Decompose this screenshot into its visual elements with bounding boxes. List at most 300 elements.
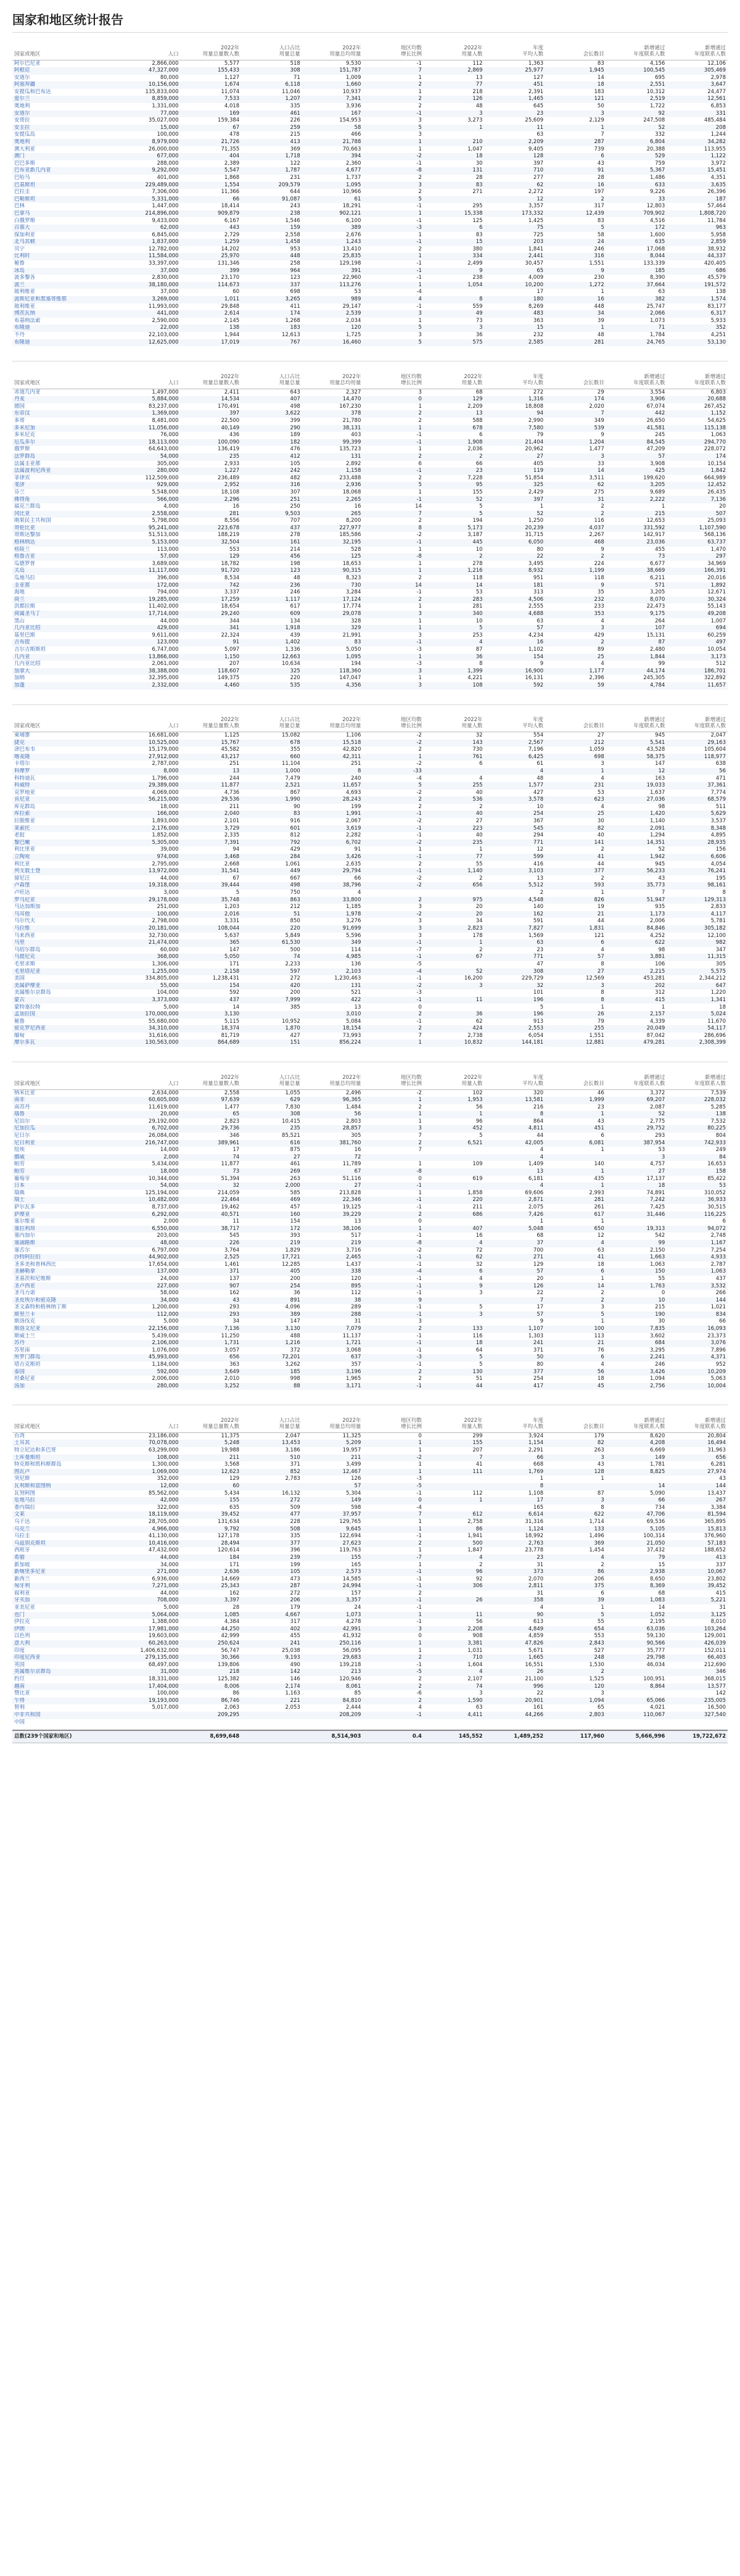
country-name-cell[interactable]: 黑山 <box>14 617 25 624</box>
country-name-cell[interactable]: 哥伦比亚 <box>12 525 120 532</box>
country-name-cell[interactable]: 新喀里多尼亚 <box>12 1569 120 1576</box>
country-name-cell[interactable]: 利比里亚 <box>14 846 36 853</box>
value-cell: 57 <box>545 954 606 961</box>
value-cell: 1,829 <box>285 1247 300 1253</box>
country-name-cell[interactable]: 安哥拉 <box>14 117 30 124</box>
country-name-cell[interactable]: 美属维尔京群岛 <box>14 989 51 996</box>
value-cell: 6 <box>601 1133 604 1139</box>
country-name-cell[interactable]: 拉脱维亚 <box>14 818 36 825</box>
value-cell: 18,654 <box>221 603 240 610</box>
country-name-cell[interactable]: 土库曼斯坦 <box>12 1455 120 1462</box>
country-name-cell[interactable]: 俄罗斯 <box>14 446 30 453</box>
country-name-cell[interactable]: 苏里南 <box>14 1347 30 1353</box>
country-name-cell[interactable]: 留尼汪 <box>14 875 30 881</box>
country-name-cell[interactable]: 爱尔兰 <box>12 96 120 103</box>
country-name-cell[interactable]: 斯洛文尼亚 <box>12 1326 120 1333</box>
country-name-cell[interactable]: 罗马尼亚 <box>12 897 120 904</box>
country-name-cell[interactable]: 巴拿马 <box>12 210 120 218</box>
country-name-cell[interactable]: 冰岛 <box>12 268 120 275</box>
country-name-cell[interactable]: 乌克兰 <box>12 1526 120 1534</box>
value-cell: 5 <box>363 782 424 790</box>
country-name-cell[interactable]: 福克兰群岛 <box>14 503 41 510</box>
country-name-cell[interactable]: 多哥 <box>14 417 25 424</box>
country-name-cell[interactable]: 以色列 <box>14 1633 30 1640</box>
country-name-cell[interactable]: 荷属圣马丁 <box>12 611 120 618</box>
country-name-cell[interactable]: 贝宁 <box>14 246 25 252</box>
country-name-cell[interactable]: 津巴布韦 <box>14 746 36 753</box>
country-name-cell[interactable]: 美属萨摩亚 <box>12 983 120 990</box>
country-name-cell[interactable]: 吉布提 <box>12 639 120 646</box>
value-cell: -2 <box>416 1247 422 1253</box>
country-name-cell[interactable]: 博茨瓦纳 <box>12 310 120 318</box>
country-name-cell[interactable]: 蒙特塞拉特 <box>14 1004 41 1010</box>
value-cell: 174 <box>667 453 728 461</box>
value-cell: -1 <box>416 1575 422 1582</box>
country-name-cell[interactable]: 巴哈马 <box>14 174 30 181</box>
country-name-cell[interactable]: 乌兹别克斯坦 <box>12 1540 120 1548</box>
country-name-cell[interactable]: 巴拉圭 <box>14 189 30 196</box>
country-name-cell[interactable]: 尼日利亚 <box>12 1140 120 1147</box>
country-name-cell[interactable]: 马里 <box>12 939 120 947</box>
value-cell <box>606 1719 667 1727</box>
country-name-cell[interactable]: 巴勒斯坦 <box>12 196 120 204</box>
country-name-cell[interactable]: 科威特 <box>12 782 120 790</box>
value-cell: 297 <box>667 553 728 561</box>
country-name-cell[interactable]: 帕劳 <box>14 1161 25 1168</box>
table-row <box>12 160 728 168</box>
value-cell: 45,582 <box>221 746 240 753</box>
value-cell: -1 <box>416 203 422 210</box>
country-name-cell[interactable]: 斐济 <box>12 482 120 489</box>
country-name-cell[interactable]: 瑙鲁 <box>12 1111 120 1118</box>
country-name-cell[interactable]: 澳门 <box>12 153 120 160</box>
country-name-cell[interactable]: 马提尼克 <box>12 954 120 961</box>
country-name-cell[interactable]: 格陵兰 <box>14 546 30 553</box>
country-name-cell[interactable]: 葡萄牙 <box>14 1175 30 1182</box>
value-cell: 3,000 <box>163 890 179 896</box>
country-name-cell[interactable]: 喀麦隆 <box>12 754 120 761</box>
country-name-cell[interactable]: 关岛 <box>12 568 120 575</box>
country-name-cell[interactable]: 老挝 <box>14 832 25 839</box>
country-name-cell[interactable]: 波兰 <box>12 282 120 289</box>
value-cell: 294 <box>533 832 544 839</box>
value-cell: 6 <box>545 1354 606 1361</box>
table-row <box>12 75 728 82</box>
value-cell: 39 <box>545 1597 606 1604</box>
country-name-cell[interactable]: 智利 <box>14 1704 25 1711</box>
country-name-cell[interactable]: 牙买加 <box>12 1597 120 1604</box>
country-name-cell[interactable]: 芬兰 <box>14 489 25 495</box>
value-cell: 1,941 <box>467 1533 483 1540</box>
country-name-cell[interactable]: 阿尔巴尼亚 <box>14 60 41 67</box>
country-name-cell[interactable]: 秘鲁 <box>14 1018 25 1025</box>
country-name-cell[interactable]: 库克群岛 <box>14 803 36 810</box>
country-name-cell[interactable]: 北马其顿 <box>12 239 120 246</box>
country-name-cell[interactable]: 马拉维 <box>12 925 120 933</box>
country-name-cell[interactable]: 纽埃 <box>14 1147 25 1154</box>
country-name-cell[interactable]: 圣多美和普林西比 <box>14 1261 57 1268</box>
country-name-cell[interactable]: 澳大利亚 <box>14 146 36 152</box>
country-name-cell[interactable]: 缅甸 <box>14 1032 25 1039</box>
country-name-cell[interactable]: 卢旺达 <box>14 890 30 896</box>
country-name-cell[interactable]: 东帝汶 <box>12 410 120 418</box>
value-cell: 14,351 <box>606 840 667 847</box>
country-name-cell[interactable]: 瓦努阿图 <box>14 1490 36 1496</box>
country-name-cell[interactable]: 南非 <box>12 1097 120 1104</box>
country-name-cell[interactable]: 伊朗 <box>12 1626 120 1633</box>
country-name-cell[interactable]: 安提瓜和巴布达 <box>14 88 51 95</box>
country-name-cell[interactable]: 列支敦士登 <box>12 868 120 875</box>
value-cell: 322,000 <box>157 1504 179 1511</box>
value-cell: 75 <box>485 225 546 232</box>
country-name-cell[interactable]: 赤道几内亚 <box>14 389 41 395</box>
country-name-cell[interactable]: 斯威士兰 <box>14 1332 36 1339</box>
value-cell: 6,550,000 <box>120 1226 181 1233</box>
country-name-cell[interactable]: 圣赫勒拿 <box>12 1268 120 1276</box>
value-cell: 11,117,000 <box>120 568 181 575</box>
value-cell: 2,634,000 <box>152 1089 179 1096</box>
country-name-cell[interactable]: 巴林 <box>14 203 25 210</box>
country-name-cell[interactable]: 法罗群岛 <box>12 453 120 461</box>
value-cell: 393 <box>290 1232 300 1239</box>
country-name-cell[interactable]: 圣皮埃尔和密克隆 <box>12 1297 120 1305</box>
country-name-cell[interactable]: 黎巴嫩 <box>12 840 120 847</box>
table-row <box>12 1719 728 1727</box>
country-name-cell[interactable]: 马尔代夫 <box>14 918 36 925</box>
value-cell: 253 <box>472 632 483 638</box>
country-name-cell[interactable]: 布隆迪 <box>12 339 120 347</box>
country-name-cell[interactable]: 毛里求斯 <box>14 960 36 967</box>
value-cell: 7,136 <box>667 496 728 503</box>
country-name-cell[interactable]: 几内亚比绍 <box>14 661 41 667</box>
country-name-cell[interactable]: 瓜地马拉 <box>14 575 36 582</box>
country-name-cell[interactable]: 美国 <box>14 975 25 982</box>
value-cell: 230 <box>594 275 604 281</box>
country-name-cell[interactable]: 格林纳达 <box>12 539 120 547</box>
country-name-cell[interactable]: 基里巴斯 <box>14 632 36 638</box>
country-name-cell[interactable]: 中国 <box>14 1719 25 1725</box>
country-name-cell[interactable]: 伊拉克 <box>14 1619 30 1625</box>
country-name-cell[interactable]: 文莱 <box>12 1511 120 1519</box>
value-cell: 2,327 <box>346 389 361 395</box>
country-name-cell[interactable]: 南苏丹 <box>14 1104 30 1110</box>
value-cell: 23 <box>536 946 544 953</box>
country-name-cell[interactable]: 塔吉克斯坦 <box>14 1361 41 1368</box>
country-name-cell[interactable]: 瑞典 <box>14 1189 25 1196</box>
value-cell: 26,396 <box>707 189 726 196</box>
table-row <box>12 1361 728 1369</box>
country-name-cell[interactable]: 卡塔尔 <box>14 761 30 767</box>
country-name-cell[interactable]: 利比亚 <box>14 861 30 867</box>
country-name-cell[interactable]: 德国 <box>14 403 25 410</box>
country-name-cell[interactable]: 也门 <box>12 1612 120 1619</box>
country-name-cell[interactable]: 塞拉利昂 <box>12 1226 120 1233</box>
country-name-cell[interactable]: 加拿大 <box>12 668 120 675</box>
value-cell: 22,960 <box>342 275 361 281</box>
country-name-cell[interactable]: 不丹 <box>14 332 25 339</box>
country-name-cell[interactable]: 圭亚那 <box>12 582 120 590</box>
country-name-cell[interactable]: 尼日尔 <box>14 1133 30 1139</box>
country-name-cell[interactable]: 帕劳 <box>12 1168 120 1176</box>
country-name-cell[interactable]: 巴巴多斯 <box>14 160 36 167</box>
country-name-cell[interactable]: 台湾 <box>14 1432 25 1439</box>
country-name-cell[interactable]: 尼加拉瓜 <box>12 1125 120 1133</box>
value-cell: 1,852,000 <box>152 832 179 839</box>
country-name-cell[interactable]: 亚美尼亚 <box>14 1604 36 1611</box>
table-row <box>12 1039 728 1047</box>
country-name-cell[interactable]: 佛得角 <box>12 496 120 503</box>
country-name-cell[interactable]: 瑞士 <box>12 1197 120 1204</box>
value-cell: 271 <box>485 1254 546 1261</box>
value-cell: 668 <box>533 1461 544 1468</box>
country-name-cell[interactable]: 新西兰 <box>14 1575 30 1582</box>
country-name-cell[interactable]: 厄瓜多尔 <box>12 439 120 447</box>
column-header: 国家或地区 <box>12 36 120 60</box>
country-name-cell[interactable]: 菲律宾 <box>14 474 30 481</box>
country-name-cell[interactable]: 肯尼亚 <box>12 796 120 804</box>
table-row <box>12 1318 728 1326</box>
country-name-cell[interactable]: 安道尔 <box>14 74 30 81</box>
value-cell: 51 <box>241 911 302 919</box>
table-row <box>12 1376 728 1383</box>
country-name-cell[interactable]: 加蓬 <box>12 682 120 690</box>
country-name-cell[interactable]: 几内亚 <box>12 654 120 661</box>
country-name-cell[interactable]: 瓜德罗普 <box>14 560 36 567</box>
country-name-cell[interactable]: 波多黎各 <box>14 275 36 281</box>
country-name-cell[interactable]: 圣基茨和尼维斯 <box>14 1275 51 1282</box>
country-name-cell[interactable]: 荷兰 <box>12 597 120 604</box>
country-name-cell[interactable]: 布基纳法索 <box>14 317 41 324</box>
country-name-cell[interactable]: 毛里塔尼亚 <box>12 968 120 976</box>
country-name-cell[interactable]: 蒙古 <box>12 997 120 1004</box>
value-cell: 19,988 <box>221 1447 240 1454</box>
country-name-cell[interactable]: 法属波利尼西亚 <box>12 468 120 475</box>
country-name-cell[interactable]: 冈比亚 <box>12 511 120 518</box>
country-name-cell[interactable]: 斯洛伐克 <box>14 1318 36 1325</box>
country-name-cell[interactable]: 柬埔寨 <box>14 732 30 738</box>
value-cell: 119,763 <box>339 1547 361 1554</box>
country-name-cell[interactable]: 几内亚比绍 <box>12 625 120 632</box>
country-name-cell[interactable]: 格鲁吉亚 <box>12 553 120 561</box>
country-name-cell[interactable]: 圣文森特和格林纳丁斯 <box>14 1304 67 1311</box>
value-cell: 1,167 <box>667 1240 728 1247</box>
value-cell: 7,271,000 <box>120 1583 181 1590</box>
value-cell: 100,000 <box>120 911 181 919</box>
country-name-cell[interactable]: 圣卢西亚 <box>12 1282 120 1290</box>
country-name-cell[interactable]: 库拉索 <box>12 811 120 818</box>
country-name-cell[interactable]: 中非共和国 <box>12 1712 120 1719</box>
value-cell: 1,341 <box>667 997 728 1004</box>
country-name-cell[interactable]: 苏丹 <box>12 1340 120 1347</box>
country-name-cell[interactable]: 希腊 <box>12 1554 120 1562</box>
country-name-cell[interactable]: 突尼斯 <box>14 1476 30 1482</box>
table-row <box>12 468 728 475</box>
value-cell: 63 <box>658 289 665 295</box>
country-name-cell[interactable]: 白俄罗斯 <box>14 217 36 224</box>
country-name-cell[interactable]: 玻利维亚 <box>14 303 36 310</box>
country-name-cell[interactable]: 马耳他 <box>12 911 120 919</box>
country-name-cell[interactable]: 英属维尔京群岛 <box>12 1669 120 1676</box>
country-name-cell[interactable]: 英国 <box>14 1661 25 1668</box>
country-name-cell[interactable]: 塞浦路斯 <box>12 1240 120 1247</box>
value-cell: 254 <box>533 1376 544 1382</box>
value-cell: 6 <box>479 432 483 439</box>
country-name-cell[interactable]: 哥斯达黎加 <box>14 532 41 539</box>
country-name-cell[interactable]: 沙特阿拉伯 <box>12 1254 120 1261</box>
country-name-cell[interactable]: 奥地利 <box>12 139 120 146</box>
country-name-cell[interactable]: 捷克 <box>12 740 120 747</box>
value-cell: 39,452 <box>181 1511 242 1519</box>
country-name-cell[interactable]: 比利时 <box>12 253 120 260</box>
country-name-cell[interactable]: 刚果民主共和国 <box>14 518 51 524</box>
country-name-cell[interactable]: 土耳其 <box>12 1440 120 1447</box>
country-name-cell[interactable]: 叙利亚 <box>14 1590 30 1596</box>
country-name-cell[interactable]: 新加坡 <box>14 1561 30 1568</box>
country-name-cell[interactable]: 马绍尔群岛 <box>14 946 41 953</box>
value-cell: 3,130 <box>241 1326 302 1333</box>
value-cell: 1 <box>363 1526 424 1534</box>
country-name-cell[interactable]: 泰国 <box>12 1369 120 1376</box>
value-cell: 6,054 <box>528 1032 544 1039</box>
country-name-cell[interactable]: 科摩罗 <box>12 768 120 775</box>
country-name-cell[interactable]: 百慕大 <box>12 225 120 232</box>
country-name-cell[interactable]: 特克斯和凯科斯群岛 <box>14 1461 62 1468</box>
value-cell: 31,541 <box>181 868 242 875</box>
value-cell: 79 <box>606 1554 667 1562</box>
value-cell: 1,294 <box>650 832 665 839</box>
country-name-cell[interactable]: 安圭拉 <box>12 125 120 132</box>
value-cell: 77,000 <box>120 110 181 118</box>
country-name-cell[interactable]: 塞尔维亚 <box>14 1218 36 1225</box>
value-cell: 251 <box>241 496 302 503</box>
value-cell: 100,090 <box>181 439 242 447</box>
country-name-cell[interactable]: 西班牙 <box>14 1547 30 1554</box>
country-name-cell[interactable]: 印度 <box>14 1647 25 1654</box>
value-cell: 9,193 <box>241 1654 302 1662</box>
country-name-cell[interactable]: 危地马拉 <box>12 1497 120 1505</box>
value-cell: 21,474,000 <box>120 939 181 947</box>
value-cell: 11,657 <box>302 782 363 790</box>
country-name-cell[interactable]: 巴基斯坦 <box>12 182 120 189</box>
value-cell: 157 <box>351 1590 361 1596</box>
value-cell: 542 <box>655 1232 665 1239</box>
country-name-cell[interactable]: 圣马力诺 <box>14 1290 36 1297</box>
country-name-cell[interactable]: 挪威 <box>12 1154 120 1162</box>
country-name-cell[interactable]: 卢森堡 <box>12 882 120 890</box>
country-name-cell[interactable]: 立陶宛 <box>12 854 120 861</box>
country-name-cell[interactable]: 印度尼西亚 <box>12 1654 120 1662</box>
country-name-cell[interactable]: 科特迪瓦 <box>14 775 36 782</box>
value-cell: 37,432 <box>646 1547 665 1554</box>
country-name-cell[interactable]: 委内瑞拉 <box>14 1504 36 1511</box>
value-cell: 80,225 <box>667 1125 728 1133</box>
column-header: 2022年 用量人数 <box>424 1066 485 1089</box>
value-cell: 96 <box>424 1569 485 1576</box>
value-cell: 867 <box>290 789 300 796</box>
value-cell: 41,581 <box>606 425 667 432</box>
country-name-cell[interactable]: 洪都拉斯 <box>14 603 36 610</box>
country-name-cell[interactable]: 斯里兰卡 <box>12 1311 120 1319</box>
country-name-cell[interactable]: 保加利亚 <box>14 231 36 238</box>
country-name-cell[interactable]: 法属圭亚那 <box>14 460 41 467</box>
country-name-cell[interactable]: 吉尔吉斯斯坦 <box>14 646 46 653</box>
country-name-cell[interactable]: 阿根廷 <box>12 67 120 75</box>
value-cell: 1,722 <box>650 103 665 110</box>
country-name-cell[interactable]: 海地 <box>14 589 25 596</box>
country-name-cell[interactable]: 坦桑尼亚 <box>14 1376 36 1382</box>
value-cell: 48,000 <box>120 1240 181 1247</box>
country-name-cell[interactable]: 纳米比亚 <box>14 1089 36 1096</box>
value-cell: 33 <box>606 196 667 204</box>
value-cell: 2,558 <box>285 231 300 238</box>
country-name-cell[interactable]: 萨尔瓦多 <box>14 1203 36 1210</box>
value-cell: 16,093 <box>667 1326 728 1333</box>
value-cell: 6,845,000 <box>152 231 179 238</box>
country-name-cell[interactable]: 汤加 <box>12 1383 120 1390</box>
country-name-cell[interactable]: 巴布亚新几内亚 <box>12 167 120 175</box>
country-name-cell[interactable]: 匈牙利 <box>12 1583 120 1590</box>
country-name-cell[interactable]: 马达加斯加 <box>14 904 41 910</box>
value-cell: 7,136 <box>181 1326 242 1333</box>
value-cell: 466 <box>351 131 361 138</box>
value-cell: -1 <box>363 496 424 503</box>
value-cell: 88 <box>241 1383 302 1390</box>
country-name-cell[interactable]: 萨摩亚 <box>12 1212 120 1219</box>
country-name-cell[interactable]: 塞内加尔 <box>14 1232 36 1239</box>
country-name-cell[interactable]: 玻利维亚 <box>14 289 36 295</box>
country-name-cell[interactable]: 安道尔 <box>12 110 120 118</box>
country-name-cell[interactable]: 多米尼克 <box>14 432 36 439</box>
value-cell: 48 <box>293 575 300 582</box>
country-name-cell[interactable]: 莱索托 <box>12 825 120 833</box>
country-name-cell[interactable]: 尼泊尔 <box>14 1118 30 1125</box>
country-name-cell[interactable]: 瓦利斯和富图纳 <box>12 1483 120 1490</box>
country-name-cell[interactable]: 波斯尼亚和黑塞哥维那 <box>12 296 120 303</box>
country-name-cell[interactable]: 图瓦卢 <box>12 1469 120 1476</box>
country-name-cell[interactable]: 塞舌尔 <box>14 1247 30 1253</box>
country-name-cell[interactable]: 约旦 <box>14 1676 25 1683</box>
value-cell: 54,625 <box>707 417 726 424</box>
table-row <box>12 1004 728 1011</box>
country-name-cell[interactable]: 乍得 <box>12 1698 120 1705</box>
country-name-cell[interactable]: 布隆迪 <box>12 324 120 332</box>
country-name-cell[interactable]: 摩尔多瓦 <box>12 1039 120 1047</box>
country-name-cell[interactable]: 克罗地亚 <box>14 789 36 796</box>
country-name-cell[interactable]: 意大利 <box>12 1640 120 1648</box>
country-name-cell[interactable]: 多米尼加 <box>12 425 120 432</box>
country-name-cell[interactable]: 孟加拉国 <box>12 1011 120 1018</box>
country-name-cell[interactable]: 阿塞拜疆 <box>12 81 120 89</box>
country-name-cell[interactable]: 安提瓜岛 <box>14 131 36 138</box>
country-name-cell[interactable]: 日本 <box>12 1183 120 1190</box>
country-name-cell[interactable]: 越南 <box>12 1683 120 1691</box>
country-name-cell[interactable]: 乌干达 <box>14 1518 30 1525</box>
country-name-cell[interactable]: 加纳 <box>14 675 25 682</box>
country-name-cell[interactable]: 丹麦 <box>12 396 120 403</box>
country-name-cell[interactable]: 乌拉圭 <box>14 1533 30 1540</box>
value-cell: 2,174 <box>241 1683 302 1691</box>
country-name-cell[interactable]: 赞比亚 <box>14 1690 30 1697</box>
country-name-cell[interactable]: 马来西亚 <box>14 932 36 939</box>
country-name-cell[interactable]: 特立尼达和多巴哥 <box>14 1447 57 1454</box>
country-name-cell[interactable]: 所罗门群岛 <box>12 1354 120 1361</box>
value-cell: 7,341 <box>302 96 363 103</box>
country-name-cell[interactable]: 秘鲁 <box>14 260 25 267</box>
value-cell: 37,361 <box>667 782 728 790</box>
country-name-cell[interactable]: 密克罗尼西亚 <box>12 1025 120 1033</box>
country-name-cell[interactable]: 奥地利 <box>14 103 30 110</box>
value-cell: 2,000 <box>241 1183 302 1190</box>
